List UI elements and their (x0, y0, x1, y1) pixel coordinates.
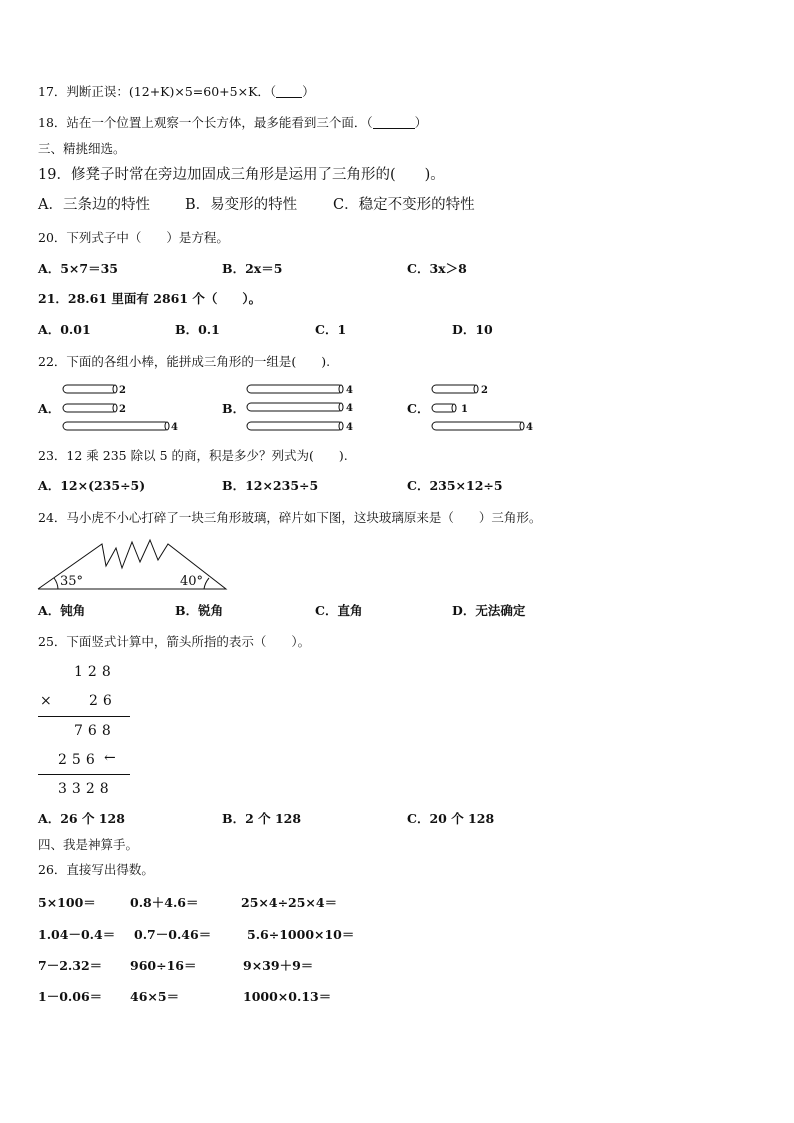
q21-option-b[interactable]: B．0.1 (175, 322, 220, 337)
stick-c2-length: 1 (461, 404, 468, 415)
calc-r1-c2: 0.8＋4.6＝ (130, 895, 199, 910)
question-21: 21．28.61 里面有 2861 个（ ）。 (38, 291, 262, 306)
q22-option-b[interactable]: B． (222, 401, 246, 416)
q19-option-a[interactable]: A．三条边的特性 (38, 197, 150, 213)
stick-b2-length: 4 (346, 403, 353, 414)
q22-sticks-group-a (60, 380, 190, 436)
q25-option-a[interactable]: A．26 个 128 (38, 811, 125, 826)
stick-a3 (63, 422, 169, 430)
calc-r3-c1: 7－2.32＝ (38, 958, 103, 973)
q17-text: 17．判断正误：(12+K)×5=60+5×K．（ (38, 84, 277, 99)
calc-r2-c2: 0.7－0.46＝ (134, 927, 212, 942)
q23-option-a[interactable]: A．12×(235÷5) (38, 478, 146, 493)
question-19: 19．修凳子时常在旁边加固成三角形是运用了三角形的( )。 (38, 167, 445, 183)
q19-option-b[interactable]: B．易变形的特性 (185, 197, 298, 213)
q24-option-c[interactable]: C．直角 (315, 603, 363, 618)
q20-option-a[interactable]: A．5×7＝35 (38, 261, 118, 276)
vertical-partial-product-2: 256 (58, 752, 100, 768)
question-26: 26．直接写出得数。 (38, 862, 154, 877)
stick-b3-length: 4 (346, 422, 353, 433)
q21-option-d[interactable]: D．10 (452, 322, 493, 337)
q18-answer-blank[interactable] (373, 116, 415, 129)
stick-b1-length: 4 (346, 385, 353, 396)
calc-r4-c3: 1000×0.13＝ (243, 989, 332, 1004)
stick-a1-length: 2 (119, 385, 126, 396)
vertical-line-1 (38, 716, 130, 717)
question-23: 23．12 乘 235 除以 5 的商，积是多少？列式为( ). (38, 448, 348, 463)
q22-option-c[interactable]: C． (407, 401, 430, 416)
vertical-product: 3328 (58, 781, 114, 797)
vertical-line-2 (38, 774, 130, 775)
angle-arc-left (54, 578, 58, 589)
q22-option-a[interactable]: A． (38, 401, 61, 416)
stick-a1-end (113, 385, 117, 393)
stick-a2-end (113, 404, 117, 412)
question-20: 20．下列式子中（ ）是方程。 (38, 230, 229, 245)
section-3-title: 三、精挑细选。 (38, 141, 126, 156)
q25-option-b[interactable]: B．2 个 128 (222, 811, 302, 826)
calc-r1-c1: 5×100＝ (38, 895, 96, 910)
q20-option-b[interactable]: B．2x＝5 (222, 261, 283, 276)
question-24: 24．马小虎不小心打碎了一块三角形玻璃，碎片如下图，这块玻璃原来是（ ）三角形。 (38, 510, 542, 525)
q17-close: ） (302, 84, 315, 99)
q24-option-d[interactable]: D．无法确定 (452, 603, 526, 618)
vertical-times-sign: × (40, 693, 57, 709)
question-25: 25．下面竖式计算中，箭头所指的表示（ ）。 (38, 634, 311, 649)
stick-c3-length: 4 (526, 422, 533, 433)
q24-option-b[interactable]: B．锐角 (175, 603, 224, 618)
q18-close: ） (414, 115, 428, 130)
q22-sticks-group-c (429, 380, 539, 436)
q22-sticks-group-b (244, 380, 364, 436)
q25-option-c[interactable]: C．20 个 128 (407, 811, 495, 826)
broken-glass-triangle-figure (36, 536, 230, 592)
angle-left-label: 35° (60, 574, 84, 589)
q19-option-c[interactable]: C．稳定不变形的特性 (333, 197, 475, 213)
q21-option-a[interactable]: A．0.01 (38, 322, 91, 337)
q21-option-c[interactable]: C．1 (315, 322, 347, 337)
q24-option-a[interactable]: A．钝角 (38, 603, 86, 618)
vertical-multiplier: 26 (89, 693, 117, 709)
q23-option-b[interactable]: B．12×235÷5 (222, 478, 319, 493)
calc-r1-c3: 25×4÷25×4＝ (241, 895, 338, 910)
q17-answer-blank[interactable] (276, 85, 302, 98)
q20-option-c[interactable]: C．3x＞8 (407, 261, 467, 276)
calc-r2-c3: 5.6÷1000×10＝ (247, 927, 355, 942)
calc-r2-c1: 1.04－0.4＝ (38, 927, 116, 942)
calc-r3-c2: 960÷16＝ (130, 958, 197, 973)
q23-option-c[interactable]: C．235×12÷5 (407, 478, 503, 493)
question-17 (38, 84, 315, 100)
section-4-title: 四、我是神算手。 (38, 837, 139, 852)
question-18 (38, 115, 427, 131)
arrow-left-icon: ← (104, 750, 116, 766)
stick-c1-length: 2 (481, 385, 488, 396)
angle-arc-right (204, 578, 209, 589)
stick-a3-end (165, 422, 169, 430)
q18-text: 18．站在一个位置上观察一个长方体，最多能看到三个面．（ (38, 115, 373, 130)
angle-right-label: 40° (180, 574, 204, 589)
vertical-multiplicand: 128 (74, 664, 116, 680)
stick-a2 (63, 404, 117, 412)
vertical-partial-product-1: 768 (74, 723, 116, 739)
calc-r4-c1: 1－0.06＝ (38, 989, 103, 1004)
calc-r3-c3: 9×39＋9＝ (243, 958, 314, 973)
question-22: 22．下面的各组小棒，能拼成三角形的一组是( ). (38, 354, 331, 369)
stick-a2-length: 2 (119, 404, 126, 415)
stick-a3-length: 4 (171, 422, 178, 433)
calc-r4-c2: 46×5＝ (130, 989, 180, 1004)
stick-a1 (63, 385, 117, 393)
